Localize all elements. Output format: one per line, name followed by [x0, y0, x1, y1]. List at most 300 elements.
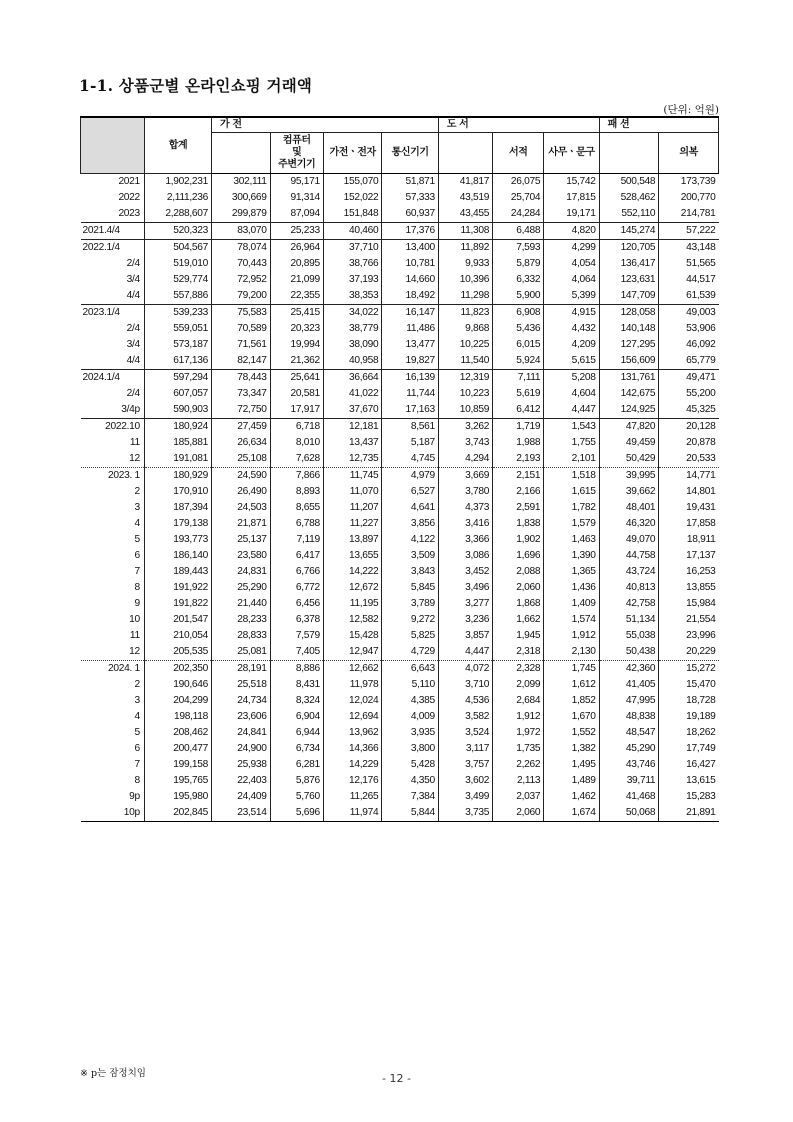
table-cell: 170,910 — [144, 484, 211, 500]
table-cell: 4,350 — [382, 773, 438, 789]
table-cell: 39,662 — [599, 484, 659, 500]
table-cell: 18,262 — [659, 725, 719, 741]
online-shopping-table — [80, 116, 719, 822]
table-cell: 6,332 — [493, 272, 544, 288]
table-cell: 208,462 — [144, 725, 211, 741]
header-books-total — [438, 133, 492, 174]
table-cell: 13,855 — [659, 580, 719, 596]
table-cell: 11,744 — [382, 386, 438, 402]
table-cell: 10,781 — [382, 256, 438, 272]
row-period-label: 9 — [134, 598, 140, 609]
table-cell: 3,509 — [382, 548, 438, 564]
table-row — [81, 741, 719, 757]
table-cell: 1,912 — [544, 628, 599, 644]
table-cell: 1,902,231 — [144, 174, 211, 191]
table-cell: 25,518 — [212, 677, 271, 693]
table-row — [81, 206, 719, 223]
header-electronics: 가전ㆍ전자 — [323, 133, 382, 174]
table-cell: 19,827 — [382, 353, 438, 370]
table-cell: 41,817 — [438, 174, 492, 191]
table-cell: 8,886 — [270, 661, 323, 678]
table-cell: 45,325 — [659, 402, 719, 419]
table-cell: 6,412 — [493, 402, 544, 419]
table-cell: 43,455 — [438, 206, 492, 223]
table-cell: 20,323 — [270, 321, 323, 337]
table-cell: 17,815 — [544, 190, 599, 206]
row-period-label: 2024. 1 — [81, 661, 145, 678]
table-cell: 3,789 — [382, 596, 438, 612]
table-cell: 14,229 — [323, 757, 382, 773]
table-cell: 7,628 — [270, 451, 323, 468]
table-cell: 127,295 — [599, 337, 659, 353]
table-cell: 4,979 — [382, 468, 438, 485]
table-cell: 37,670 — [323, 402, 382, 419]
table-cell: 5,619 — [493, 386, 544, 402]
table-row — [81, 370, 719, 387]
header-fashion-span — [659, 117, 719, 133]
table-row — [81, 256, 719, 272]
table-cell: 38,766 — [323, 256, 382, 272]
table-cell: 520,323 — [144, 223, 211, 240]
table-cell: 4,447 — [544, 402, 599, 419]
table-cell: 204,299 — [144, 693, 211, 709]
table-cell: 5,825 — [382, 628, 438, 644]
table-cell: 24,590 — [212, 468, 271, 485]
table-cell: 39,711 — [599, 773, 659, 789]
table-cell: 8,010 — [270, 435, 323, 451]
table-cell: 590,903 — [144, 402, 211, 419]
table-cell: 3,262 — [438, 419, 492, 436]
table-cell: 13,400 — [382, 240, 438, 257]
table-cell: 3,086 — [438, 548, 492, 564]
table-cell: 43,724 — [599, 564, 659, 580]
table-cell: 3,857 — [438, 628, 492, 644]
table-cell: 26,075 — [493, 174, 544, 191]
table-cell: 504,567 — [144, 240, 211, 257]
table-cell: 11,974 — [323, 805, 382, 822]
table-cell: 44,758 — [599, 548, 659, 564]
table-cell: 41,022 — [323, 386, 382, 402]
table-cell: 14,660 — [382, 272, 438, 288]
table-cell: 15,272 — [659, 661, 719, 678]
row-period-label: 3 — [134, 695, 140, 706]
table-cell: 156,609 — [599, 353, 659, 370]
header-appliance: 가 전 — [212, 117, 271, 133]
table-cell: 3,780 — [438, 484, 492, 500]
table-cell: 18,492 — [382, 288, 438, 305]
table-cell: 46,320 — [599, 516, 659, 532]
table-cell: 13,655 — [323, 548, 382, 564]
table-cell: 299,879 — [212, 206, 271, 223]
table-cell: 5,428 — [382, 757, 438, 773]
table-cell: 8,431 — [270, 677, 323, 693]
table-cell: 1,409 — [544, 596, 599, 612]
table-cell: 123,631 — [599, 272, 659, 288]
row-period-label: 2023.1/4 — [81, 305, 145, 322]
table-cell: 46,092 — [659, 337, 719, 353]
table-cell: 4,373 — [438, 500, 492, 516]
table-cell: 15,984 — [659, 596, 719, 612]
table-cell: 28,233 — [212, 612, 271, 628]
table-cell: 15,283 — [659, 789, 719, 805]
table-cell: 70,589 — [212, 321, 271, 337]
table-cell: 2,037 — [493, 789, 544, 805]
table-row — [81, 532, 719, 548]
table-cell: 1,988 — [493, 435, 544, 451]
row-period-label: 10 — [129, 614, 140, 625]
table-cell: 72,750 — [212, 402, 271, 419]
table-cell: 65,779 — [659, 353, 719, 370]
table-cell: 91,314 — [270, 190, 323, 206]
table-cell: 7,111 — [493, 370, 544, 387]
table-cell: 12,947 — [323, 644, 382, 661]
table-cell: 131,761 — [599, 370, 659, 387]
table-cell: 4,122 — [382, 532, 438, 548]
table-cell: 6,015 — [493, 337, 544, 353]
table-row — [81, 305, 719, 322]
table-cell: 3,735 — [438, 805, 492, 822]
table-row — [81, 353, 719, 370]
table-cell: 7,119 — [270, 532, 323, 548]
row-period-label: 2024.1/4 — [81, 370, 145, 387]
table-cell: 1,463 — [544, 532, 599, 548]
table-cell: 152,022 — [323, 190, 382, 206]
table-cell: 78,443 — [212, 370, 271, 387]
table-cell: 13,897 — [323, 532, 382, 548]
table-cell: 1,674 — [544, 805, 599, 822]
table-cell: 3,757 — [438, 757, 492, 773]
table-cell: 8,893 — [270, 484, 323, 500]
table-cell: 2,099 — [493, 677, 544, 693]
table-row — [81, 773, 719, 789]
table-cell: 3,499 — [438, 789, 492, 805]
table-cell: 4,641 — [382, 500, 438, 516]
table-cell: 41,468 — [599, 789, 659, 805]
table-cell: 40,460 — [323, 223, 382, 240]
table-cell: 24,900 — [212, 741, 271, 757]
table-cell: 2,684 — [493, 693, 544, 709]
table-cell: 5,615 — [544, 353, 599, 370]
row-period-label: 4/4 — [126, 290, 140, 301]
table-cell: 75,583 — [212, 305, 271, 322]
row-period-label: 4 — [134, 518, 140, 529]
table-cell: 195,980 — [144, 789, 211, 805]
table-row — [81, 693, 719, 709]
table-cell: 11,823 — [438, 305, 492, 322]
table-cell: 3,452 — [438, 564, 492, 580]
table-cell: 4,054 — [544, 256, 599, 272]
row-period-label: 2 — [134, 679, 140, 690]
table-cell: 124,925 — [599, 402, 659, 419]
table-cell: 38,353 — [323, 288, 382, 305]
table-cell: 15,428 — [323, 628, 382, 644]
row-period-label: 2022.10 — [81, 419, 145, 436]
table-cell: 23,514 — [212, 805, 271, 822]
table-cell: 559,051 — [144, 321, 211, 337]
table-cell: 11,207 — [323, 500, 382, 516]
table-cell: 1,670 — [544, 709, 599, 725]
table-cell: 4,447 — [438, 644, 492, 661]
row-period-label: 2022 — [118, 192, 140, 203]
table-cell: 15,470 — [659, 677, 719, 693]
row-period-label: 11 — [129, 630, 140, 641]
table-cell: 2,288,607 — [144, 206, 211, 223]
table-cell: 1,782 — [544, 500, 599, 516]
table-cell: 21,554 — [659, 612, 719, 628]
row-period-label: 2 — [134, 486, 140, 497]
table-cell: 1,543 — [544, 419, 599, 436]
table-cell: 49,459 — [599, 435, 659, 451]
table-cell: 48,401 — [599, 500, 659, 516]
table-row — [81, 419, 719, 436]
row-period-label: 3/4 — [126, 339, 140, 350]
table-cell: 9,868 — [438, 321, 492, 337]
row-period-label: 2021.4/4 — [81, 223, 145, 240]
table-cell: 6,488 — [493, 223, 544, 240]
row-period-label: 10p — [81, 805, 145, 822]
table-cell: 20,128 — [659, 419, 719, 436]
table-cell: 40,958 — [323, 353, 382, 370]
table-cell: 25,081 — [212, 644, 271, 661]
table-cell: 17,376 — [382, 223, 438, 240]
row-period-label: 2/4 — [126, 258, 140, 269]
table-cell: 302,111 — [212, 174, 271, 191]
header-period — [81, 117, 145, 174]
table-row — [81, 564, 719, 580]
table-cell: 44,517 — [659, 272, 719, 288]
header-appliance-total — [212, 133, 271, 174]
table-cell: 12,662 — [323, 661, 382, 678]
table-cell: 25,641 — [270, 370, 323, 387]
row-period-label: 2022.1/4 — [81, 240, 145, 257]
table-cell: 2,088 — [493, 564, 544, 580]
table-cell: 189,443 — [144, 564, 211, 580]
table-cell: 1,745 — [544, 661, 599, 678]
table-cell: 201,547 — [144, 612, 211, 628]
table-cell: 1,662 — [493, 612, 544, 628]
table-cell: 45,290 — [599, 741, 659, 757]
header-fashion-total — [599, 133, 659, 174]
row-period-label: 3 — [134, 502, 140, 513]
table-cell: 14,771 — [659, 468, 719, 485]
table-cell: 202,845 — [144, 805, 211, 822]
table-cell: 36,664 — [323, 370, 382, 387]
table-cell: 37,710 — [323, 240, 382, 257]
table-cell: 6,904 — [270, 709, 323, 725]
table-cell: 128,058 — [599, 305, 659, 322]
table-cell: 120,705 — [599, 240, 659, 257]
table-row — [81, 548, 719, 564]
row-period-label: 6 — [134, 743, 140, 754]
table-cell: 12,319 — [438, 370, 492, 387]
header-clothing: 의복 — [659, 133, 719, 174]
table-cell: 140,148 — [599, 321, 659, 337]
table-row — [81, 272, 719, 288]
row-period-label: 2/4 — [126, 388, 140, 399]
table-cell: 2,151 — [493, 468, 544, 485]
table-cell: 1,838 — [493, 516, 544, 532]
table-cell: 2,328 — [493, 661, 544, 678]
row-period-label: 3/4p — [121, 404, 140, 415]
table-cell: 1,518 — [544, 468, 599, 485]
table-cell: 15,742 — [544, 174, 599, 191]
table-cell: 16,147 — [382, 305, 438, 322]
table-row — [81, 240, 719, 257]
table-cell: 47,995 — [599, 693, 659, 709]
table-cell: 7,405 — [270, 644, 323, 661]
table-cell: 191,081 — [144, 451, 211, 468]
table-row — [81, 757, 719, 773]
table-cell: 16,253 — [659, 564, 719, 580]
header-computer: 컴퓨터 및 주변기기 — [270, 133, 323, 174]
table-cell: 6,527 — [382, 484, 438, 500]
header-telecom: 통신기기 — [382, 133, 438, 174]
header-row-groups — [81, 117, 719, 133]
table-cell: 4,009 — [382, 709, 438, 725]
table-cell: 136,417 — [599, 256, 659, 272]
table-cell: 3,710 — [438, 677, 492, 693]
table-cell: 24,734 — [212, 693, 271, 709]
table-cell: 1,579 — [544, 516, 599, 532]
table-cell: 5,876 — [270, 773, 323, 789]
table-cell: 12,181 — [323, 419, 382, 436]
row-period-label: 12 — [129, 453, 140, 464]
table-cell: 50,429 — [599, 451, 659, 468]
table-cell: 193,773 — [144, 532, 211, 548]
table-cell: 57,333 — [382, 190, 438, 206]
table-row — [81, 612, 719, 628]
table-cell: 5,187 — [382, 435, 438, 451]
table-cell: 6,378 — [270, 612, 323, 628]
table-cell: 13,615 — [659, 773, 719, 789]
table-cell: 19,994 — [270, 337, 323, 353]
table-cell: 10,859 — [438, 402, 492, 419]
table-cell: 6,643 — [382, 661, 438, 678]
table-cell: 26,964 — [270, 240, 323, 257]
table-cell: 43,148 — [659, 240, 719, 257]
table-cell: 1,489 — [544, 773, 599, 789]
table-cell: 2,113 — [493, 773, 544, 789]
table-cell: 3,843 — [382, 564, 438, 580]
table-cell: 53,906 — [659, 321, 719, 337]
table-cell: 2,166 — [493, 484, 544, 500]
table-cell: 11,070 — [323, 484, 382, 500]
table-cell: 11,227 — [323, 516, 382, 532]
table-cell: 24,503 — [212, 500, 271, 516]
table-cell: 17,137 — [659, 548, 719, 564]
unit-label: (단위: 억원) — [663, 104, 719, 116]
table-cell: 20,533 — [659, 451, 719, 468]
table-cell: 19,431 — [659, 500, 719, 516]
row-period-label: 6 — [134, 550, 140, 561]
table-cell: 3,496 — [438, 580, 492, 596]
table-cell: 11,265 — [323, 789, 382, 805]
table-cell: 6,788 — [270, 516, 323, 532]
header-books-span — [493, 117, 544, 133]
table-cell: 12,735 — [323, 451, 382, 468]
table-cell: 1,755 — [544, 435, 599, 451]
table-cell: 191,822 — [144, 596, 211, 612]
table-cell: 2,591 — [493, 500, 544, 516]
table-cell: 5,696 — [270, 805, 323, 822]
footnote: ※ p는 잠정치임 — [80, 1068, 146, 1079]
table-cell: 24,409 — [212, 789, 271, 805]
table-cell: 4,432 — [544, 321, 599, 337]
table-cell: 200,477 — [144, 741, 211, 757]
table-cell: 500,548 — [599, 174, 659, 191]
table-row — [81, 288, 719, 305]
table-row — [81, 644, 719, 661]
table-cell: 11,195 — [323, 596, 382, 612]
table-cell: 1,382 — [544, 741, 599, 757]
table-cell: 17,858 — [659, 516, 719, 532]
table-cell: 49,003 — [659, 305, 719, 322]
table-cell: 12,176 — [323, 773, 382, 789]
table-cell: 145,274 — [599, 223, 659, 240]
table-cell: 26,634 — [212, 435, 271, 451]
table-cell: 8,324 — [270, 693, 323, 709]
table-cell: 205,535 — [144, 644, 211, 661]
table-cell: 5,900 — [493, 288, 544, 305]
table-cell: 1,574 — [544, 612, 599, 628]
table-cell: 11,540 — [438, 353, 492, 370]
header-total: 합계 — [144, 117, 211, 174]
table-cell: 17,163 — [382, 402, 438, 419]
table-cell: 73,347 — [212, 386, 271, 402]
table-cell: 12,024 — [323, 693, 382, 709]
table-cell: 4,072 — [438, 661, 492, 678]
table-cell: 5,399 — [544, 288, 599, 305]
row-period-label: 5 — [134, 534, 140, 545]
table-cell: 6,908 — [493, 305, 544, 322]
table-cell: 202,350 — [144, 661, 211, 678]
table-cell: 5,208 — [544, 370, 599, 387]
table-cell: 23,580 — [212, 548, 271, 564]
table-cell: 4,294 — [438, 451, 492, 468]
table-row — [81, 337, 719, 353]
table-cell: 607,057 — [144, 386, 211, 402]
table-cell: 3,856 — [382, 516, 438, 532]
table-cell: 200,770 — [659, 190, 719, 206]
table-cell: 8,655 — [270, 500, 323, 516]
table-cell: 51,134 — [599, 612, 659, 628]
table-row — [81, 484, 719, 500]
header-books-span — [544, 117, 599, 133]
row-period-label: 4 — [134, 711, 140, 722]
table-cell: 2,111,236 — [144, 190, 211, 206]
table-cell: 210,054 — [144, 628, 211, 644]
table-cell: 2,101 — [544, 451, 599, 468]
table-cell: 617,136 — [144, 353, 211, 370]
table-cell: 38,090 — [323, 337, 382, 353]
table-cell: 2,262 — [493, 757, 544, 773]
table-cell: 20,229 — [659, 644, 719, 661]
table-cell: 4,820 — [544, 223, 599, 240]
row-period-label: 7 — [134, 566, 140, 577]
table-cell: 1,868 — [493, 596, 544, 612]
table-row — [81, 709, 719, 725]
table-cell: 6,718 — [270, 419, 323, 436]
table-cell: 21,440 — [212, 596, 271, 612]
table-cell: 7,384 — [382, 789, 438, 805]
table-cell: 187,394 — [144, 500, 211, 516]
table-cell: 20,895 — [270, 256, 323, 272]
table-cell: 19,189 — [659, 709, 719, 725]
table-cell: 11,298 — [438, 288, 492, 305]
table-cell: 191,922 — [144, 580, 211, 596]
table-cell: 43,746 — [599, 757, 659, 773]
row-period-label: 11 — [129, 437, 140, 448]
